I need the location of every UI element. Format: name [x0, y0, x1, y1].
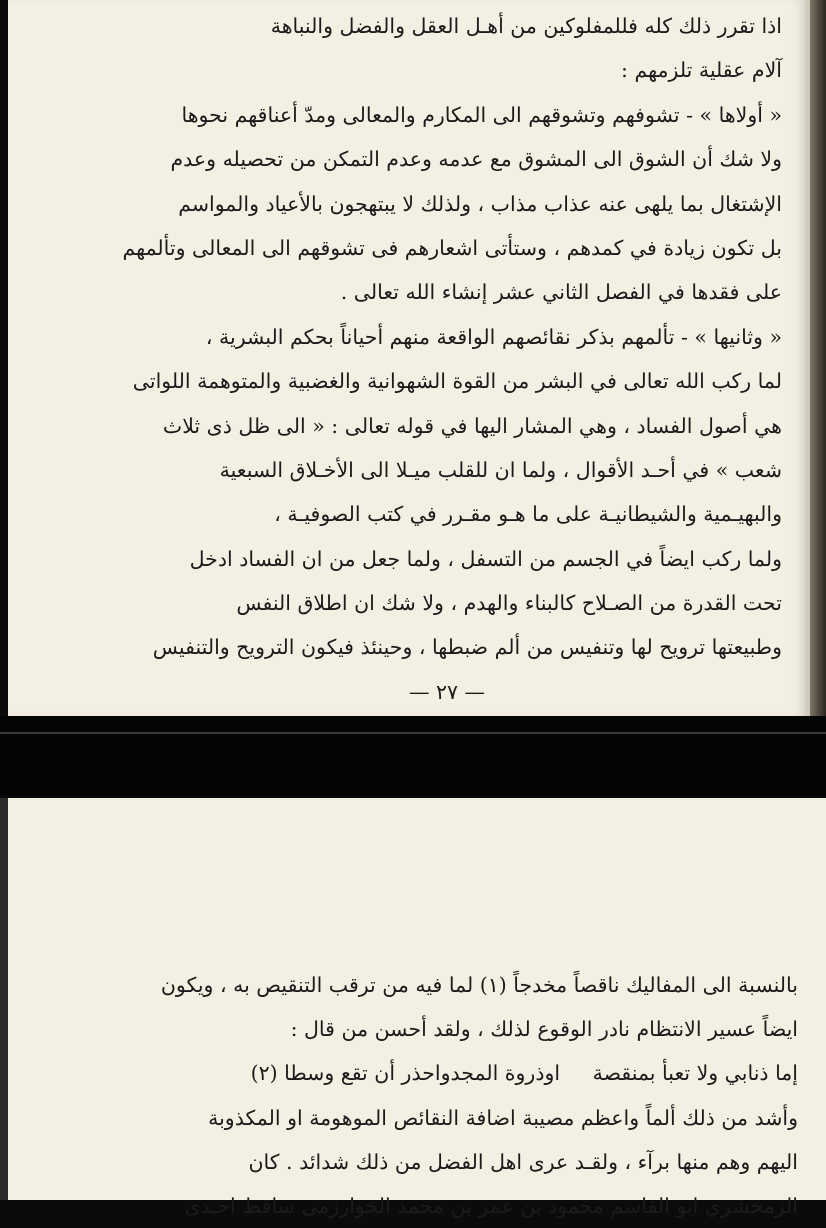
book-gutter	[810, 0, 826, 716]
text-line: لما ركب الله تعالى في البشر من القوة الشهوانية والغضبية والمتوهمة اللواتى	[132, 369, 782, 394]
text-line: ايضاً عسير الانتظام نادر الوقوع لذلك ، ولقد أحسن من قال :	[290, 1017, 798, 1042]
text-line: تحت القدرة من الصـلاح كالبناء والهدم ، ولا شك ان اطلاق النفس	[236, 591, 782, 616]
text-line: الزمخشري ابو القاسم محمود بن عمر بن محمد الخوارزمى ساقط احـدى	[184, 1193, 798, 1218]
text-line: بل تكون زيادة في كمدهم ، وستأتى اشعارهم فى تشوقهم الى المعالى وتألمهم	[122, 235, 782, 260]
text-line: آلام عقلية تلزمهم :	[621, 58, 782, 83]
separator-edge	[0, 732, 826, 734]
page-number: — ٢٧ —	[408, 679, 486, 704]
text-line: والبهيـمية والشيطانيـة على ما هـو مقـرر في كتب الصوفيـة ،	[274, 502, 782, 527]
text-line: الإشتغال بما يلهى عنه عذاب مذاب ، ولذلك لا يبتهجون بالأعياد والمواسم	[178, 191, 782, 216]
text-line: وأشد من ذلك ألماً واعظم مصيبة اضافة النقائص الموهومة او المكذوبة	[208, 1105, 798, 1130]
text-line: اليهم وهم منها برآء ، ولقـد عرى اهل الفضل من ذلك شدائد . كان	[248, 1149, 798, 1174]
page-edge-shadow	[0, 798, 8, 1200]
text-line: ولما ركب ايضاً في الجسم من التسفل ، ولما جعل من ان الفساد ادخل	[189, 546, 782, 571]
page-separator	[0, 716, 826, 796]
text-line: شعب » في أحـد الأقوال ، ولما ان للقلب ميـلا الى الأخـلاق السبعية	[219, 457, 782, 482]
poetry-line: إما ذنابي ولا تعبأ بمنقصة اوذروة المجدواحذر أن تقع وسطا (٢)	[250, 1061, 798, 1086]
book-page-28	[8, 798, 826, 1218]
text-line: هي أصول الفساد ، وهي المشار اليها في قوله تعالى : « الى ظل ذى ثلاث	[162, 413, 782, 438]
text-line: اذا تقرر ذلك كله فللمفلوكين من أهـل العقل والفضل والنباهة	[270, 14, 782, 38]
page-27-text	[12, 4, 782, 714]
text-line: ولا شك أن الشوق الى المشوق مع عدمه وعدم التمكن من تحصيله وعدم	[170, 147, 782, 172]
text-line: « أولاها » - تشوفهم وتشوقهم الى المكارم والمعالى ومدّ أعناقهم نحوها	[181, 102, 782, 127]
page-28-text	[28, 963, 798, 1228]
text-line: على فقدها في الفصل الثاني عشر إنشاء الله تعالى .	[340, 280, 782, 305]
text-line: « وثانيها » - تألمهم بذكر نقائصهم الواقعة منهم أحياناً بحكم البشرية ،	[205, 324, 782, 349]
book-page-27	[8, 0, 810, 716]
text-line: بالنسبة الى المفاليك ناقصاً مخدجاً (١) لما فيه من ترقب التنقيص به ، ويكون	[160, 973, 798, 997]
text-line: وطبيعتها ترويح لها وتنفيس من ألم ضبطها ، وحينئذ فيكون الترويح والتنفيس	[152, 635, 782, 660]
